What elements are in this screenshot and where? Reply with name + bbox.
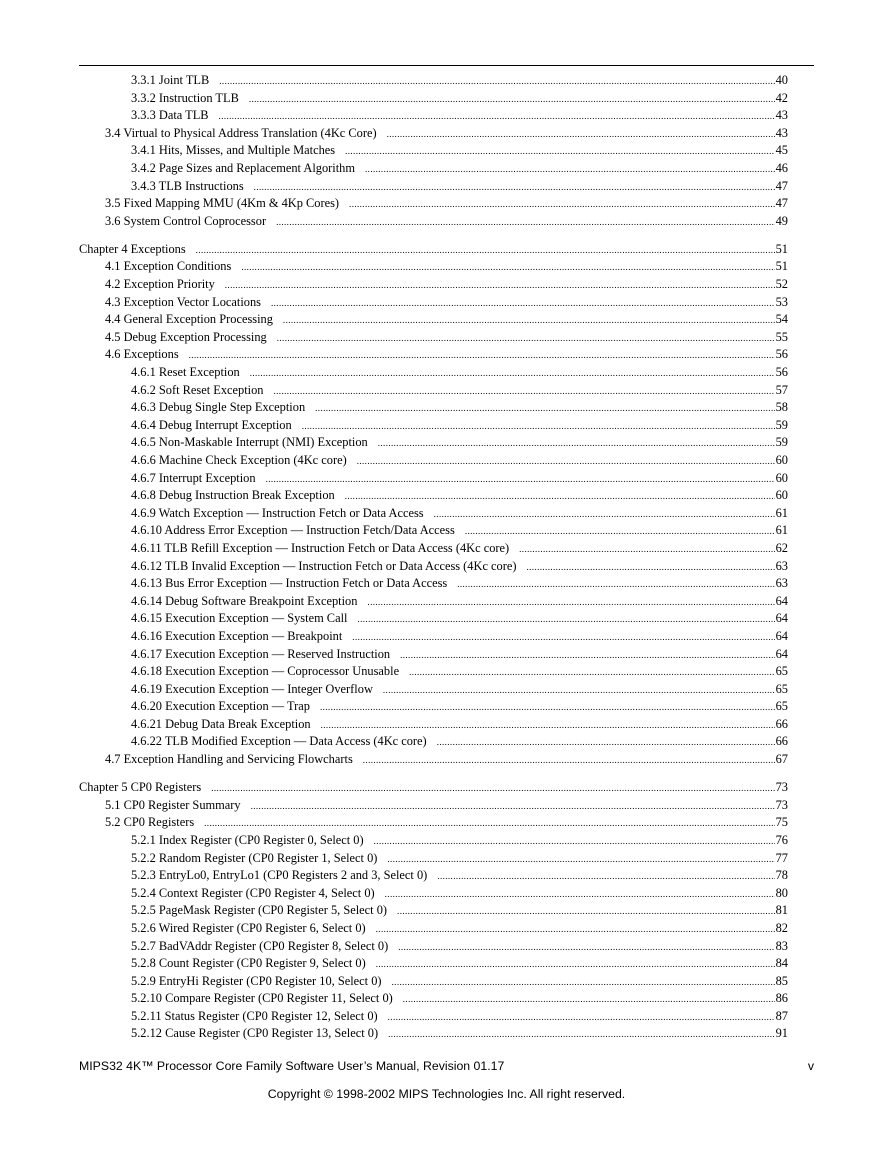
toc-dot-leader: [315, 403, 774, 413]
toc-entry[interactable]: [79, 664, 788, 682]
toc-dot-leader: [357, 456, 775, 466]
toc-entry-title: 4.6.9 Watch Exception — Instruction Fetch or Data Access: [131, 505, 424, 520]
toc-entry-title: 4.6.16 Execution Exception — Breakpoint: [131, 628, 343, 643]
toc-dot-leader: [266, 474, 775, 484]
toc-entry-title: 3.4.3 TLB Instructions: [131, 178, 244, 193]
toc-dot-leader: [283, 315, 775, 325]
toc-entry[interactable]: [79, 108, 788, 126]
toc-entry[interactable]: [79, 418, 788, 436]
toc-entry-page: 56: [775, 365, 788, 379]
toc-entry[interactable]: [79, 939, 788, 957]
toc-entry-page: 81: [775, 903, 788, 918]
toc-entry[interactable]: [79, 400, 788, 418]
toc-entry[interactable]: [79, 594, 788, 612]
toc-entry[interactable]: [79, 629, 788, 647]
toc-entry[interactable]: [79, 214, 788, 232]
toc-entry[interactable]: [79, 91, 788, 109]
toc-entry-page: 51: [775, 259, 788, 274]
toc-entry-page: 64: [775, 593, 788, 608]
toc-dot-leader: [254, 182, 775, 192]
toc-entry-title: 5.2.2 Random Register (CP0 Register 1, Select 0): [131, 850, 378, 865]
toc-entry-page: 65: [775, 699, 788, 714]
toc-dot-leader: [276, 217, 775, 227]
toc-entry-title: 4.1 Exception Conditions: [105, 259, 232, 274]
toc-entry[interactable]: [79, 506, 788, 524]
toc-entry[interactable]: [79, 488, 788, 506]
toc-dot-leader: [409, 667, 775, 677]
toc-entry[interactable]: [79, 576, 788, 594]
toc-dot-leader: [383, 685, 775, 695]
toc-entry-page: 43: [775, 108, 788, 123]
toc-entry-page: 66: [775, 734, 788, 749]
toc-entry-title: 4.6.5 Non-Maskable Interrupt (NMI) Exception: [131, 435, 368, 450]
toc-entry-title: 3.4 Virtual to Physical Address Translation (4Kc Core): [105, 125, 377, 140]
toc-entry[interactable]: [79, 541, 788, 559]
toc-entry-title: 5.2.3 EntryLo0, EntryLo1 (CP0 Registers 2 and 3, Select 0): [131, 868, 428, 883]
toc-entry-title: 4.6.2 Soft Reset Exception: [131, 382, 264, 397]
toc-dot-leader: [434, 509, 775, 519]
toc-dot-leader: [519, 544, 774, 554]
toc-entry[interactable]: [79, 347, 788, 365]
toc-entry-page: 47: [775, 196, 788, 211]
toc-entry[interactable]: [79, 383, 788, 401]
toc-dot-leader: [465, 526, 775, 536]
toc-entry[interactable]: [79, 974, 788, 992]
toc-entry-title: 4.6.7 Interrupt Exception: [131, 470, 256, 485]
toc-entry-title: Chapter 4 Exceptions: [79, 241, 186, 256]
toc-entry-title: 4.5 Debug Exception Processing: [105, 329, 267, 344]
toc-entry-page: 46: [775, 160, 788, 175]
toc-entry-page: 84: [775, 956, 788, 971]
toc-entry[interactable]: [79, 435, 788, 453]
toc-chapter-entry[interactable]: [79, 242, 788, 260]
toc-entry-title: 4.6.13 Bus Error Exception — Instruction Fetch or Data Access: [131, 576, 448, 591]
toc-entry-page: 40: [775, 73, 788, 87]
toc-entry-page: 65: [775, 664, 788, 679]
toc-entry-page: 56: [775, 347, 788, 362]
toc-entry-title: 5.2.4 Context Register (CP0 Register 4, Select 0): [131, 885, 375, 900]
toc-entry-page: 75: [775, 815, 788, 830]
toc-entry[interactable]: [79, 699, 788, 717]
toc-entry-title: 3.4.1 Hits, Misses, and Multiple Matches: [131, 143, 336, 158]
footer-manual-title: MIPS32 4K™ Processor Core Family Software User’s Manual, Revision 01.17: [79, 1059, 505, 1073]
toc-dot-leader: [204, 818, 774, 828]
toc-entry-page: 57: [775, 382, 788, 397]
toc-entry-title: 5.2.7 BadVAddr Register (CP0 Register 8, Select 0): [131, 938, 389, 953]
toc-entry-title: 4.3 Exception Vector Locations: [105, 294, 261, 309]
toc-entry-title: 4.6.14 Debug Software Breakpoint Exception: [131, 593, 358, 608]
toc-entry-title: 5.2.11 Status Register (CP0 Register 12, Select 0): [131, 1008, 378, 1023]
toc-dot-leader: [367, 597, 774, 607]
toc-entry-page: 85: [775, 973, 788, 988]
toc-entry-page: 49: [775, 213, 788, 228]
toc-entry-title: 3.6 System Control Coprocessor: [105, 213, 267, 228]
toc-entry[interactable]: [79, 143, 788, 161]
toc-entry[interactable]: [79, 523, 788, 541]
toc-entry[interactable]: [79, 886, 788, 904]
toc-entry-title: 4.6 Exceptions: [105, 347, 179, 362]
toc-entry-title: 4.6.21 Debug Data Break Exception: [131, 716, 311, 731]
toc-dot-leader: [277, 333, 775, 343]
toc-entry[interactable]: [79, 1009, 788, 1027]
toc-entry-page: 86: [775, 991, 788, 1006]
toc-entry[interactable]: [79, 471, 788, 489]
toc-dot-leader: [249, 94, 775, 104]
toc-entry-page: 73: [775, 797, 788, 812]
toc-entry-page: 78: [775, 868, 788, 883]
toc-entry-title: 4.6.1 Reset Exception: [131, 365, 240, 379]
toc-entry-title: 4.6.18 Execution Exception — Coprocessor Unusable: [131, 664, 400, 679]
toc-entry-page: 77: [775, 850, 788, 865]
toc-dot-leader: [365, 164, 775, 174]
toc-entry-page: 55: [775, 329, 788, 344]
toc-dot-leader: [250, 368, 775, 378]
toc-entry-title: 3.3.1 Joint TLB: [131, 73, 210, 87]
toc-entry-page: 82: [775, 920, 788, 935]
toc-entry[interactable]: [79, 647, 788, 665]
toc-entry[interactable]: [79, 559, 788, 577]
toc-dot-leader: [271, 298, 775, 308]
toc-dot-leader: [403, 994, 775, 1004]
toc-entry-page: 64: [775, 646, 788, 661]
toc-dot-leader: [274, 386, 775, 396]
toc-entry-title: 3.3.3 Data TLB: [131, 108, 209, 123]
toc-dot-leader: [219, 76, 774, 86]
toc-entry-page: 52: [775, 277, 788, 292]
toc-dot-leader: [457, 579, 774, 589]
toc-entry[interactable]: [79, 752, 788, 770]
toc-entry-title: 4.6.4 Debug Interrupt Exception: [131, 417, 292, 432]
toc-dot-leader: [378, 438, 775, 448]
toc-entry[interactable]: [79, 312, 788, 330]
toc-dot-leader: [211, 783, 774, 793]
toc-entry[interactable]: [79, 161, 788, 179]
toc-dot-leader: [251, 801, 775, 811]
toc-entry-title: 5.1 CP0 Register Summary: [105, 797, 241, 812]
toc-entry-page: 67: [775, 752, 788, 767]
toc-entry-page: 61: [775, 523, 788, 538]
toc-entry-title: Chapter 5 CP0 Registers: [79, 780, 202, 795]
toc-entry-page: 54: [775, 312, 788, 327]
toc-dot-leader: [363, 755, 775, 765]
toc-dot-leader: [400, 650, 775, 660]
toc-dot-leader: [374, 836, 775, 846]
toc-entry-page: 91: [775, 1026, 788, 1041]
toc-entry[interactable]: [79, 259, 788, 277]
toc-entry-title: 4.4 General Exception Processing: [105, 312, 273, 327]
toc-entry-title: 5.2.8 Count Register (CP0 Register 9, Select 0): [131, 956, 366, 971]
toc-entry-page: 60: [775, 470, 788, 485]
toc-entry-page: 53: [775, 294, 788, 309]
toc-entry-page: 87: [775, 1008, 788, 1023]
toc-entry-page: 61: [775, 505, 788, 520]
toc-dot-leader: [376, 924, 775, 934]
toc-entry[interactable]: [79, 277, 788, 295]
toc-dot-leader: [397, 906, 775, 916]
toc-entry[interactable]: [79, 453, 788, 471]
toc-dot-leader: [219, 111, 775, 121]
toc-entry[interactable]: [79, 798, 788, 816]
toc-entry-title: 4.6.10 Address Error Exception — Instruction Fetch/Data Access: [131, 523, 455, 538]
toc-entry-title: 4.6.15 Execution Exception — System Call: [131, 611, 348, 626]
toc-entry[interactable]: [79, 295, 788, 313]
toc-dot-leader: [196, 245, 775, 255]
toc-entry-title: 4.2 Exception Priority: [105, 277, 215, 292]
toc-entry-title: 5.2.5 PageMask Register (CP0 Register 5, Select 0): [131, 903, 388, 918]
toc-entry[interactable]: [79, 868, 788, 886]
toc-dot-leader: [302, 421, 775, 431]
toc-dot-leader: [376, 959, 775, 969]
toc-entry-page: 64: [775, 611, 788, 626]
toc-entry-page: 59: [775, 435, 788, 450]
toc-entry-title: 4.6.6 Machine Check Exception (4Kc core): [131, 452, 347, 467]
toc-dot-leader: [349, 199, 775, 209]
toc-entry-page: 45: [775, 143, 788, 158]
footer-page-number: v: [807, 1059, 814, 1073]
toc-entry-page: 65: [775, 681, 788, 696]
toc-entry-title: 3.3.2 Instruction TLB: [131, 90, 239, 105]
toc-entry-page: 66: [775, 716, 788, 731]
toc-entry-title: 5.2.12 Cause Register (CP0 Register 13, Select 0): [131, 1026, 379, 1041]
toc-dot-leader: [321, 720, 775, 730]
toc-dot-leader: [241, 262, 774, 272]
toc-entry-page: 60: [775, 488, 788, 503]
toc-entry[interactable]: [79, 991, 788, 1009]
toc-dot-leader: [527, 562, 775, 572]
toc-entry-page: 47: [775, 178, 788, 193]
toc-entry[interactable]: [79, 921, 788, 939]
toc-entry[interactable]: [79, 833, 788, 851]
toc-entry-page: 42: [775, 90, 788, 105]
toc-entry[interactable]: [79, 365, 788, 383]
toc-entry[interactable]: [79, 611, 788, 629]
toc-entry-page: 62: [775, 540, 788, 555]
toc-entry-title: 5.2.6 Wired Register (CP0 Register 6, Select 0): [131, 920, 366, 935]
toc-entry-page: 73: [775, 780, 788, 795]
toc-entry[interactable]: [79, 330, 788, 348]
toc-entry-title: 4.6.11 TLB Refill Exception — Instruction Fetch or Data Access (4Kc core): [131, 540, 510, 555]
toc-entry-title: 3.4.2 Page Sizes and Replacement Algorithm: [131, 160, 356, 175]
toc-dot-leader: [387, 129, 775, 139]
toc-dot-leader: [388, 1029, 775, 1039]
footer-copyright: Copyright © 1998-2002 MIPS Technologies Inc. All right reserved.: [267, 1087, 626, 1101]
toc-entry-page: 43: [775, 125, 788, 140]
toc-dot-leader: [320, 702, 775, 712]
toc-entry-page: 64: [775, 628, 788, 643]
toc-entry-title: 4.7 Exception Handling and Servicing Flowcharts: [105, 752, 353, 767]
toc-dot-leader: [189, 350, 775, 360]
toc-dot-leader: [345, 491, 775, 501]
toc-entry[interactable]: [79, 126, 788, 144]
toc-dot-leader: [437, 737, 775, 747]
toc-entry-page: 63: [775, 576, 788, 591]
toc-entry[interactable]: [79, 179, 788, 197]
toc-entry-title: 4.6.20 Execution Exception — Trap: [131, 699, 310, 714]
toc-entry[interactable]: [79, 196, 788, 214]
toc-dot-leader: [385, 889, 775, 899]
toc-entry-page: 80: [775, 885, 788, 900]
toc-entry[interactable]: [79, 73, 788, 91]
toc-entry[interactable]: [79, 734, 788, 752]
toc-dot-leader: [437, 871, 774, 881]
toc-entry-title: 4.6.12 TLB Invalid Exception — Instruction Fetch or Data Access (4Kc core): [131, 558, 517, 573]
toc-dot-leader: [225, 280, 775, 290]
toc-entry-title: 5.2 CP0 Registers: [105, 815, 195, 830]
toc-entry-page: 59: [775, 417, 788, 432]
toc-entry[interactable]: [79, 851, 788, 869]
toc-entry-page: 51: [775, 241, 788, 256]
toc-dot-leader: [357, 614, 774, 624]
table-of-contents: [79, 73, 788, 1044]
header-rule: [79, 65, 814, 66]
toc-chapter-entry[interactable]: [79, 780, 788, 798]
toc-entry-title: 4.6.8 Debug Instruction Break Exception: [131, 488, 335, 503]
toc-entry[interactable]: [79, 815, 788, 833]
toc-entry-title: 5.2.1 Index Register (CP0 Register 0, Select 0): [131, 832, 364, 847]
toc-entry[interactable]: [79, 682, 788, 700]
toc-entry[interactable]: [79, 1026, 788, 1044]
toc-entry-title: 5.2.9 EntryHi Register (CP0 Register 10, Select 0): [131, 973, 382, 988]
toc-entry-title: 4.6.19 Execution Exception — Integer Overflow: [131, 681, 373, 696]
toc-entry[interactable]: [79, 956, 788, 974]
toc-entry-page: 83: [775, 938, 788, 953]
toc-entry[interactable]: [79, 717, 788, 735]
toc-entry-title: 5.2.10 Compare Register (CP0 Register 11, Select 0): [131, 991, 393, 1006]
toc-dot-leader: [345, 146, 775, 156]
toc-entry-page: 60: [775, 452, 788, 467]
toc-entry-title: 4.6.3 Debug Single Step Exception: [131, 400, 306, 415]
toc-dot-leader: [388, 1012, 775, 1022]
toc-dot-leader: [392, 977, 775, 987]
toc-entry-title: 4.6.17 Execution Exception — Reserved Instruction: [131, 646, 391, 661]
toc-entry-page: 76: [775, 832, 788, 847]
toc-dot-leader: [398, 942, 774, 952]
toc-dot-leader: [387, 854, 774, 864]
toc-entry[interactable]: [79, 903, 788, 921]
toc-dot-leader: [352, 632, 774, 642]
toc-entry-title: 3.5 Fixed Mapping MMU (4Km & 4Kp Cores): [105, 196, 340, 211]
toc-entry-page: 63: [775, 558, 788, 573]
toc-entry-page: 58: [775, 400, 788, 415]
toc-entry-title: 4.6.22 TLB Modified Exception — Data Access (4Kc core): [131, 734, 427, 749]
